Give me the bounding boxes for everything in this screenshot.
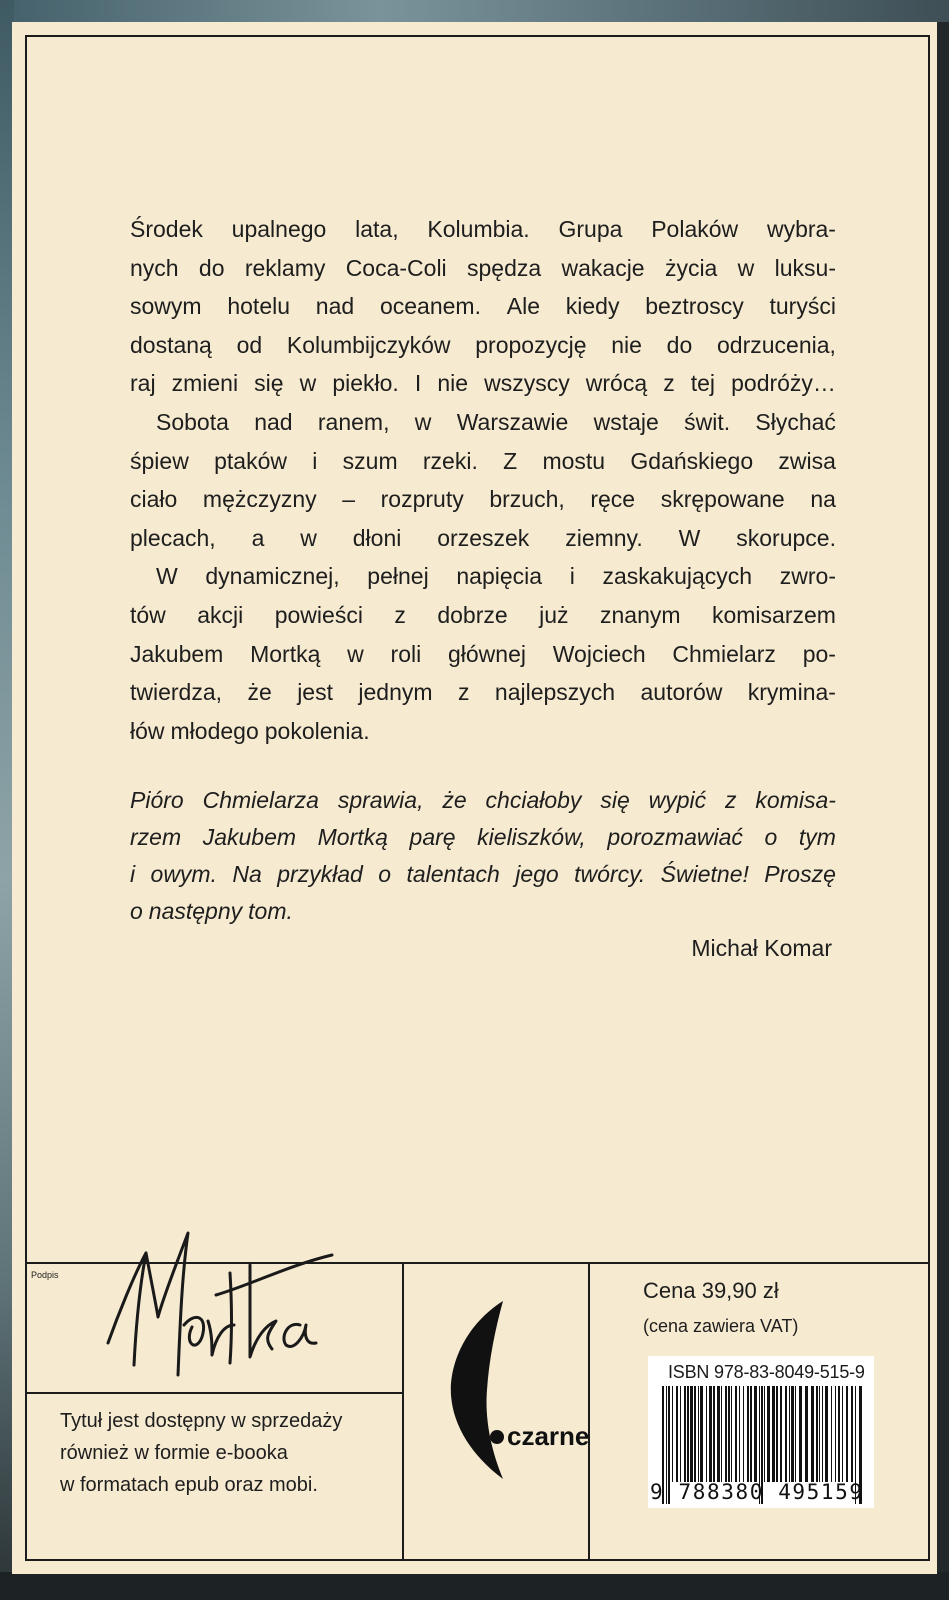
- word: jednym: [358, 679, 433, 706]
- word: W: [678, 524, 701, 551]
- text-line: [130, 819, 836, 856]
- ebook-availability-note: [60, 1405, 390, 1501]
- word: tom.: [248, 898, 293, 924]
- word: w: [414, 408, 432, 435]
- barcode-bar: [851, 1386, 853, 1482]
- word: śpiew: [130, 447, 189, 474]
- barcode-bar: [776, 1386, 778, 1482]
- word: Pióro: [130, 787, 184, 813]
- barcode-bar: [687, 1386, 689, 1482]
- word: odrzucenia,: [717, 331, 836, 358]
- word: roli: [390, 640, 422, 667]
- word: kieliszków,: [477, 824, 586, 850]
- text-line: [130, 403, 836, 442]
- barcode-bar: [767, 1386, 770, 1482]
- word: o: [764, 824, 778, 850]
- word: Polaków: [651, 216, 739, 242]
- text-line: [130, 480, 836, 519]
- word: dynamicznej,: [205, 563, 340, 590]
- barcode-bar: [694, 1386, 696, 1482]
- word: turyści: [769, 293, 836, 320]
- text-line: [130, 326, 836, 365]
- word: po-: [802, 640, 836, 667]
- footer-divider-left: [25, 1392, 403, 1394]
- word: owym.: [150, 861, 217, 887]
- word: raj: [130, 370, 156, 397]
- text-line: [130, 442, 836, 481]
- signature-label: Podpis: [31, 1270, 59, 1280]
- word: oceanem.: [379, 293, 481, 320]
- word: jego: [515, 861, 559, 887]
- word: hotelu: [227, 293, 291, 320]
- word: że: [442, 787, 467, 813]
- word: o: [130, 898, 143, 924]
- barcode-bar: [739, 1386, 740, 1482]
- word: z: [725, 787, 737, 813]
- barcode-bar: [721, 1386, 722, 1482]
- word: lata,: [355, 216, 399, 242]
- word: tym: [798, 824, 836, 850]
- word: Na: [232, 861, 262, 887]
- barcode-bar: [698, 1386, 699, 1482]
- barcode-bar: [706, 1386, 707, 1482]
- barcode-bar: [717, 1386, 720, 1482]
- text-line: [130, 287, 836, 326]
- word: tów: [130, 601, 166, 628]
- word: nad: [254, 408, 293, 435]
- word: twierdza,: [130, 679, 223, 706]
- text-line: [130, 519, 836, 558]
- barcode-bar: [680, 1386, 681, 1482]
- signature-mortka: [100, 1225, 340, 1390]
- barcode-bar: [684, 1386, 686, 1482]
- word: Mortką: [250, 640, 321, 667]
- ebook-note-line: w formatach epub oraz mobi.: [60, 1474, 318, 1496]
- word: Jakubem: [130, 640, 224, 667]
- barcode-bar: [709, 1386, 712, 1482]
- word: z: [394, 601, 406, 628]
- word: rzem: [130, 824, 182, 850]
- word: rzeki.: [422, 447, 478, 474]
- word: sprawia,: [337, 787, 424, 813]
- word: piekło.: [332, 370, 399, 397]
- word: Z: [503, 447, 518, 474]
- word: w: [300, 524, 317, 551]
- price-note: (cena zawiera VAT): [643, 1316, 799, 1336]
- barcode-bar: [672, 1386, 673, 1482]
- barcode-bar: [750, 1386, 752, 1482]
- word: pokolenia.: [264, 717, 370, 744]
- word: mężczyzny: [202, 486, 317, 513]
- barcode-bar: [842, 1386, 843, 1482]
- word: wrócą: [585, 370, 648, 397]
- word: wybra-: [766, 216, 836, 242]
- word: od: [236, 331, 263, 358]
- word: plecach,: [130, 524, 216, 551]
- word: się: [254, 370, 284, 397]
- word: zwro-: [779, 563, 836, 590]
- text-line: [130, 249, 836, 288]
- word: że: [247, 679, 272, 706]
- word: głównej: [447, 640, 526, 667]
- word: nie: [437, 370, 469, 397]
- word: najlepszych: [494, 679, 616, 706]
- word: reklamy: [244, 254, 326, 281]
- price: Cena 39,90 zł: [643, 1278, 779, 1303]
- word: Mortką: [317, 824, 388, 850]
- word: w: [299, 370, 317, 397]
- text-line: [130, 782, 836, 819]
- word: skrępowane: [660, 486, 785, 513]
- text-line: [130, 673, 836, 712]
- word: ziemny.: [565, 524, 643, 551]
- word: orzeszek: [437, 524, 530, 551]
- word: Coca-Coli: [345, 254, 447, 281]
- word: beztroscy: [645, 293, 744, 320]
- word: brzuch,: [489, 486, 565, 513]
- word: luksu-: [774, 254, 836, 281]
- word: chciałoby: [485, 787, 582, 813]
- word: i: [130, 861, 136, 887]
- word: nych: [130, 254, 179, 281]
- word: napięcia: [456, 563, 543, 590]
- word: mostu: [542, 447, 606, 474]
- barcode-bar: [831, 1386, 832, 1482]
- book-blurb: [130, 210, 836, 750]
- word: wakacje: [561, 254, 645, 281]
- word: Jakubem: [202, 824, 297, 850]
- ebook-note-line: Tytuł jest dostępny w sprzedaży: [60, 1410, 343, 1432]
- word: się: [600, 787, 630, 813]
- barcode-bar: [816, 1386, 818, 1482]
- barcode-bar: [795, 1386, 796, 1482]
- barcode-bar: [754, 1386, 757, 1482]
- word: powieści: [274, 601, 363, 628]
- photo-background-bottom: [0, 1572, 949, 1600]
- footer-divider-v1: [402, 1262, 404, 1560]
- text-line: [130, 712, 836, 751]
- publisher-logo-czarne: [445, 1295, 590, 1490]
- word: Chmielarz: [672, 640, 776, 667]
- barcode-digits: 9 788380 495159: [650, 1480, 864, 1504]
- barcode-bar: [822, 1386, 823, 1482]
- word: propozycję: [475, 331, 587, 358]
- word: wstaje: [593, 408, 659, 435]
- barcode-bar: [789, 1386, 790, 1482]
- publisher-name: czarne: [507, 1421, 590, 1451]
- barcode-bar: [772, 1386, 775, 1482]
- barcode-bar: [791, 1386, 794, 1482]
- word: Słychać: [755, 408, 836, 435]
- word: upalnego: [231, 216, 327, 242]
- text-line: [130, 557, 836, 596]
- word: Sobota: [156, 408, 229, 435]
- word: znanym: [599, 601, 681, 628]
- barcode-bar: [700, 1386, 703, 1482]
- text-line: [130, 210, 836, 249]
- word: twórcy.: [574, 861, 646, 887]
- word: a: [251, 524, 265, 551]
- word: skorupce.: [736, 524, 836, 551]
- word: nie: [611, 331, 642, 358]
- text-line: [130, 635, 836, 674]
- word: ciało: [130, 486, 178, 513]
- word: z: [663, 370, 675, 397]
- word: porozmawiać: [607, 824, 743, 850]
- word: ręce: [590, 486, 636, 513]
- word: zwisa: [778, 447, 836, 474]
- word: Gdańskiego: [630, 447, 754, 474]
- word: wszyscy: [484, 370, 570, 397]
- barcode-bar: [835, 1386, 836, 1482]
- barcode-bar: [805, 1386, 808, 1482]
- word: ranem,: [317, 408, 390, 435]
- word: następny: [148, 898, 243, 924]
- word: kiedy: [565, 293, 620, 320]
- word: do: [198, 254, 225, 281]
- barcode-bar: [690, 1386, 693, 1482]
- word: tej: [690, 370, 716, 397]
- barcode-bar: [735, 1386, 737, 1482]
- word: autorów: [640, 679, 723, 706]
- word: zaskakujących: [602, 563, 753, 590]
- word: Proszę: [764, 861, 836, 887]
- word: Chmielarza: [202, 787, 319, 813]
- word: sowym: [130, 293, 202, 320]
- word: talentach: [406, 861, 500, 887]
- word: i: [312, 447, 318, 474]
- barcode-bar: [838, 1386, 840, 1482]
- footer-divider-v2: [588, 1262, 590, 1560]
- word: dostaną: [130, 331, 212, 358]
- barcode-bar: [743, 1386, 744, 1482]
- barcode-bar: [799, 1386, 802, 1482]
- barcode-bar: [747, 1386, 749, 1482]
- word: do: [666, 331, 693, 358]
- word: I: [414, 370, 422, 397]
- barcode-bar: [780, 1386, 782, 1482]
- word: parę: [409, 824, 456, 850]
- barcode-bar: [785, 1386, 787, 1482]
- word: na: [810, 486, 836, 513]
- word: podróży…: [731, 370, 836, 397]
- word: łów: [130, 717, 165, 744]
- barcode-bar: [728, 1386, 730, 1482]
- word: –: [342, 486, 356, 513]
- barcode-bar: [811, 1386, 814, 1482]
- word: z: [457, 679, 470, 706]
- barcode-bar: [725, 1386, 727, 1482]
- word: Wojciech: [552, 640, 646, 667]
- word: Kolumbijczyków: [286, 331, 451, 358]
- barcode-bar: [819, 1386, 820, 1482]
- word: Warszawie: [456, 408, 569, 435]
- word: Świetne!: [660, 861, 749, 887]
- word: zmieni: [171, 370, 239, 397]
- word: Środek: [130, 216, 203, 242]
- word: W: [156, 563, 178, 590]
- isbn-number: ISBN 978-83-8049-515-9: [668, 1362, 865, 1382]
- word: Kolumbia.: [427, 216, 530, 242]
- word: ptaków: [214, 447, 287, 474]
- word: komisa-: [755, 787, 836, 813]
- word: Ale: [506, 293, 540, 320]
- word: pełnej: [367, 563, 429, 590]
- barcode-bar: [731, 1386, 732, 1482]
- word: wypić: [648, 787, 707, 813]
- word: krymina-: [747, 679, 836, 706]
- text-line: [130, 893, 836, 930]
- word: akcji: [197, 601, 244, 628]
- word: rozpruty: [380, 486, 464, 513]
- word: Grupa: [558, 216, 623, 242]
- text-line: [130, 364, 836, 403]
- word: przykład: [277, 861, 363, 887]
- barcode-bar: [764, 1386, 765, 1482]
- barcode-bar: [676, 1386, 678, 1482]
- word: dłoni: [352, 524, 402, 551]
- word: dobrze: [437, 601, 508, 628]
- review-quote: [130, 782, 836, 930]
- word: już: [539, 601, 569, 628]
- quote-author: Michał Komar: [691, 935, 832, 961]
- barcode-bar: [825, 1386, 828, 1482]
- text-line: [130, 856, 836, 893]
- word: nad: [315, 293, 355, 320]
- photo-background-top: [0, 0, 949, 22]
- word: komisarzem: [711, 601, 836, 628]
- word: jest: [297, 679, 333, 706]
- word: młodego: [170, 717, 259, 744]
- word: życia: [664, 254, 718, 281]
- barcode-bar: [846, 1386, 848, 1482]
- word: świt.: [684, 408, 731, 435]
- word: i: [569, 563, 575, 590]
- word: o: [378, 861, 392, 887]
- word: spędza: [467, 254, 542, 281]
- barcode-bar: [713, 1386, 715, 1482]
- ebook-note-line: również w formie e-booka: [60, 1442, 288, 1464]
- word: szum: [342, 447, 398, 474]
- word: w: [347, 640, 364, 667]
- word: w: [737, 254, 755, 281]
- text-line: [130, 596, 836, 635]
